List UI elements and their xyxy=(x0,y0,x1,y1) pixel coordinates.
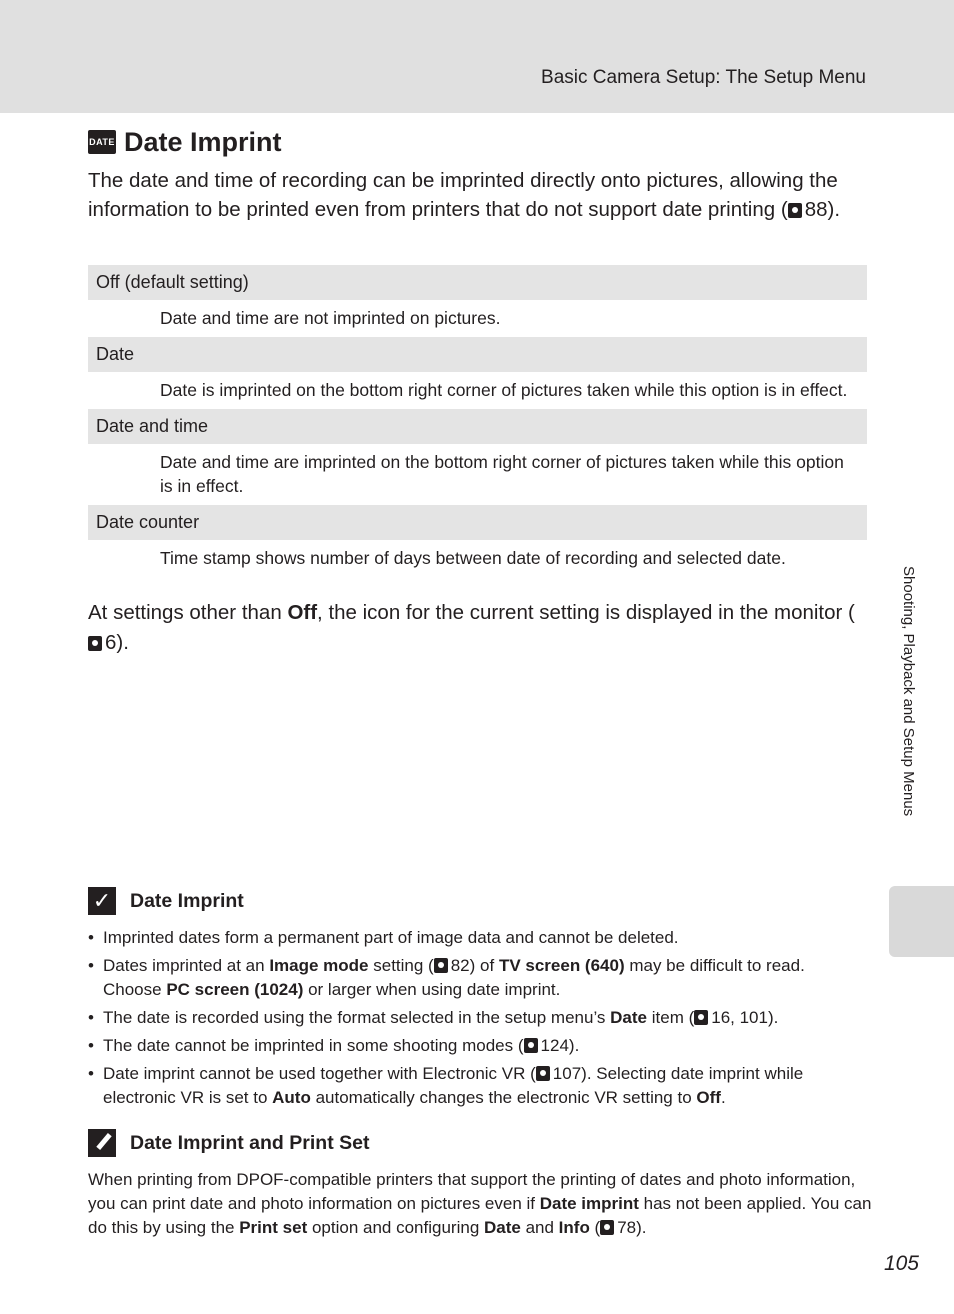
date-imprint-icon: DATE xyxy=(88,130,116,154)
note-date-imprint-heading xyxy=(88,887,244,915)
page-reference-icon xyxy=(524,1038,538,1053)
header-title: Basic Camera Setup: The Setup Menu xyxy=(541,67,866,88)
list-item: • Imprinted dates form a permanent part of image data and cannot be deleted. xyxy=(88,926,868,950)
list-item: • Date imprint cannot be used together with Electronic VR ( 107). Selecting date imprint while electronic VR is set to Auto automatically changes the electronic VR setting to Off. xyxy=(88,1062,868,1110)
note-title: Date Imprint and Print Set xyxy=(130,1131,370,1154)
option-description-date-counter: Time stamp shows number of days between date of recording and selected date. xyxy=(160,548,786,568)
page-reference-icon xyxy=(88,636,102,651)
side-section-label: Shooting, Playback and Setup Menus xyxy=(900,566,917,817)
note-bullet-list xyxy=(88,926,868,1114)
page-reference-icon xyxy=(536,1066,550,1081)
section-title xyxy=(88,124,282,160)
page-reference-icon xyxy=(434,958,448,973)
option-label-off: Off (default setting) xyxy=(88,265,867,300)
option-description-date: Date is imprinted on the bottom right corner of pictures taken while this option is in effect. xyxy=(160,380,848,400)
print-set-paragraph: When printing from DPOF-compatible printers that support the printing of dates and photo information, you can print date and photo information on pictures even if Date imprint has not been applied. You can do this by using the Print set option and configuring Date and Info ( 78). xyxy=(88,1170,872,1237)
list-item: • The date is recorded using the format selected in the setup menu’s Date item ( 16, 101). xyxy=(88,1006,868,1030)
check-icon: ✓ xyxy=(88,887,116,915)
after-settings-paragraph: At settings other than Off, the icon for the current setting is displayed in the monitor (6). xyxy=(88,601,855,654)
settings-table xyxy=(88,265,867,577)
list-item: • Dates imprinted at an Image mode setting ( 82) of TV screen (640) may be difficult to read. Choose PC screen (1024) or larger when using date imprint. xyxy=(88,954,868,1002)
side-tab xyxy=(889,886,954,957)
note-title: Date Imprint xyxy=(130,889,244,912)
option-label-date-and-time: Date and time xyxy=(88,409,867,444)
page-reference-icon xyxy=(694,1010,708,1025)
pencil-icon xyxy=(88,1129,116,1157)
option-label-date-counter: Date counter xyxy=(88,505,867,540)
list-item: • The date cannot be imprinted in some shooting modes ( 124). xyxy=(88,1034,868,1058)
option-description-off: Date and time are not imprinted on pictures. xyxy=(160,308,501,328)
page-reference-icon xyxy=(788,203,802,218)
page-reference-icon xyxy=(600,1220,614,1235)
header-band xyxy=(0,0,954,113)
option-description-date-and-time: Date and time are imprinted on the bottom right corner of pictures taken while this option is in effect. xyxy=(160,452,844,496)
note-print-set-heading xyxy=(88,1129,369,1157)
page-title: Date Imprint xyxy=(124,126,282,157)
option-label-date: Date xyxy=(88,337,867,372)
page-number: 105 xyxy=(883,1252,919,1275)
intro-paragraph: The date and time of recording can be imprinted directly onto pictures, allowing the information to be printed even from printers that do not support date printing ( 88). xyxy=(88,169,841,221)
